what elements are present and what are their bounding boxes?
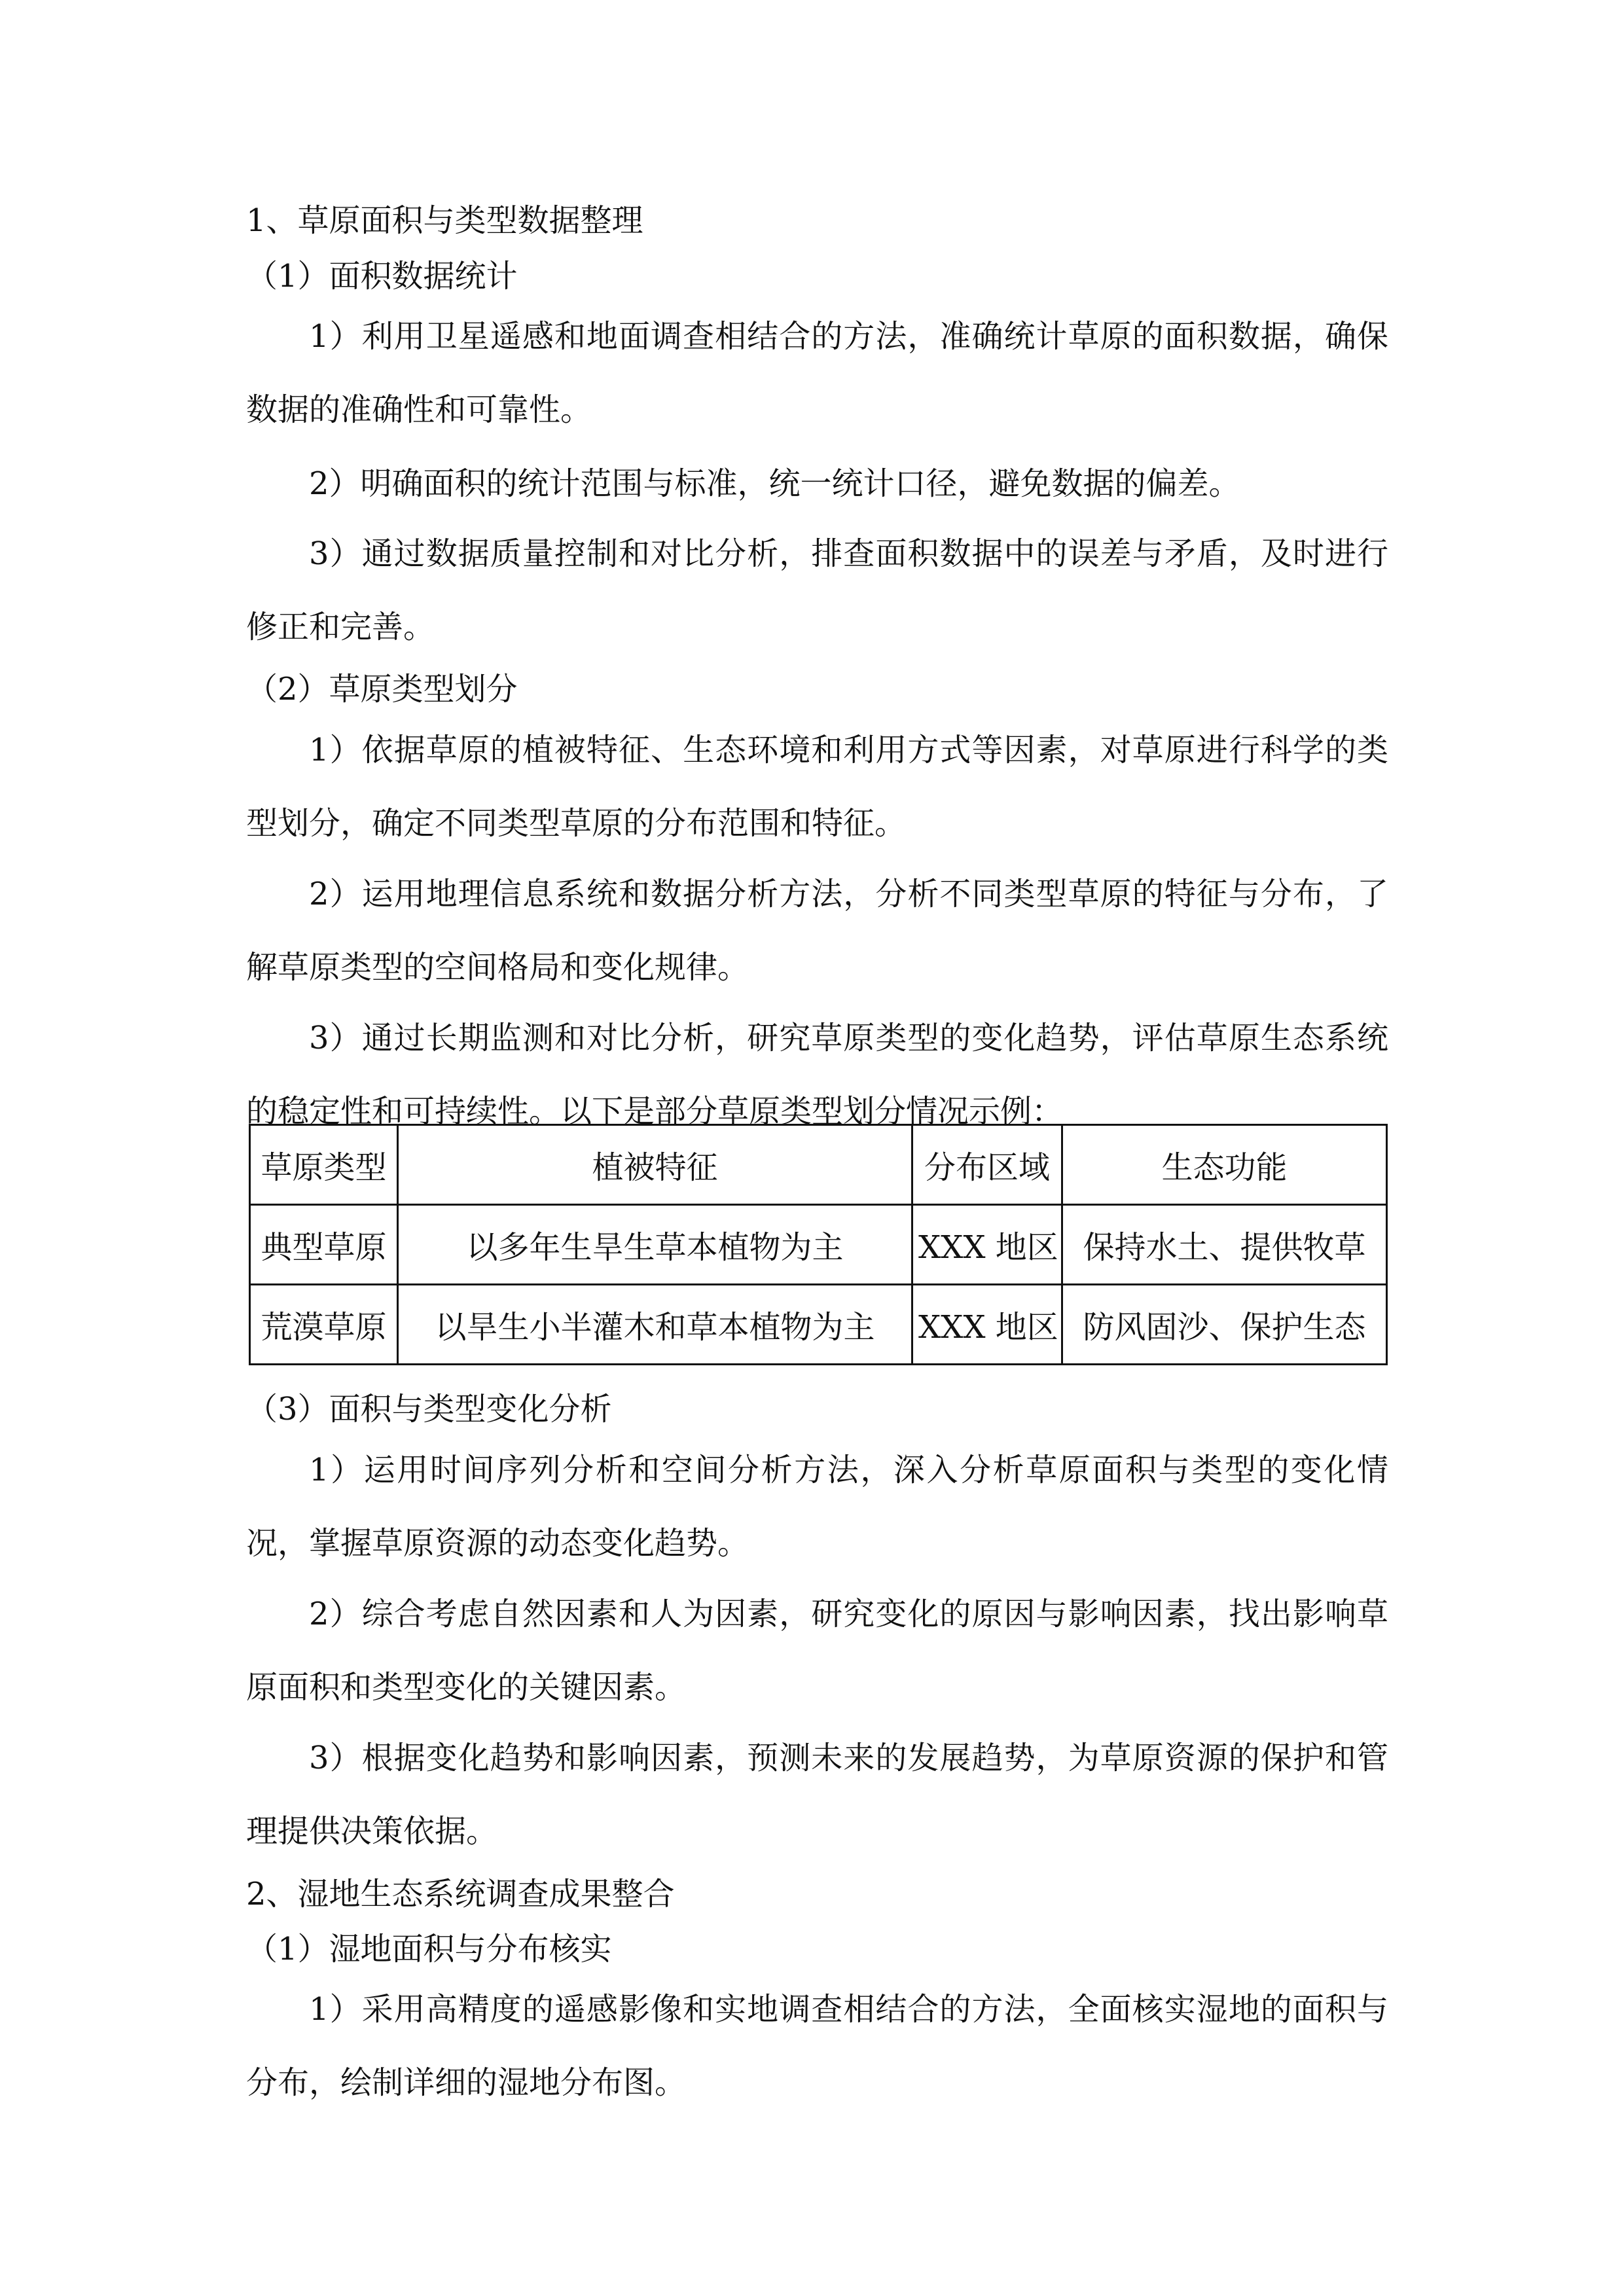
paragraph-1-3-2: 2）综合考虑自然因素和人为因素，研究变化的原因与影响因素，找出影响草原面积和类型变化的关键因素。 xyxy=(246,1596,1388,1706)
subsection-1-2-heading: （2）草原类型划分 xyxy=(246,671,518,708)
table-cell: 防风固沙、保护生态 xyxy=(1062,1285,1387,1365)
section-1-heading: 1、草原面积与类型数据整理 xyxy=(246,202,643,239)
paragraph-2-1-1: 1）采用高精度的遥感影像和实地调查相结合的方法，全面核实湿地的面积与分布，绘制详细的湿地分布图。 xyxy=(246,1991,1388,2101)
table-header-row xyxy=(250,1125,1387,1205)
paragraph-1-1-3: 3）通过数据质量控制和对比分析，排查面积数据中的误差与矛盾，及时进行修正和完善。 xyxy=(246,535,1388,645)
subsection-2-1-heading: （1）湿地面积与分布核实 xyxy=(246,1931,612,1967)
table-cell: 以多年生旱生草本植物为主 xyxy=(398,1205,912,1285)
table-cell: XXX 地区 xyxy=(912,1285,1062,1365)
paragraph-1-1-2: 2）明确面积的统计范围与标准，统一统计口径，避免数据的偏差。 xyxy=(309,465,1240,502)
table-cell: 荒漠草原 xyxy=(250,1285,398,1365)
subsection-1-3-heading: （3）面积与类型变化分析 xyxy=(246,1391,612,1427)
subsection-1-1-heading: （1）面积数据统计 xyxy=(246,258,518,295)
paragraph-1-3-1: 1）运用时间序列分析和空间分析方法，深入分析草原面积与类型的变化情况，掌握草原资源的动态变化趋势。 xyxy=(246,1452,1388,1562)
table-header-cell: 分布区域 xyxy=(912,1125,1062,1205)
table-header-cell: 植被特征 xyxy=(398,1125,912,1205)
table-cell: 典型草原 xyxy=(250,1205,398,1285)
paragraph-1-2-3: 3）通过长期监测和对比分析，研究草原类型的变化趋势，评估草原生态系统的稳定性和可持续性。以下是部分草原类型划分情况示例： xyxy=(246,1020,1388,1130)
table-cell: 以旱生小半灌木和草本植物为主 xyxy=(398,1285,912,1365)
table-row xyxy=(250,1205,1387,1285)
table-cell: XXX 地区 xyxy=(912,1205,1062,1285)
table-header-cell: 生态功能 xyxy=(1062,1125,1387,1205)
paragraph-1-3-3: 3）根据变化趋势和影响因素，预测未来的发展趋势，为草原资源的保护和管理提供决策依据。 xyxy=(246,1740,1388,1850)
paragraph-1-1-1: 1）利用卫星遥感和地面调查相结合的方法，准确统计草原的面积数据，确保数据的准确性和可靠性。 xyxy=(246,318,1388,428)
table-row xyxy=(250,1285,1387,1365)
paragraph-1-2-2: 2）运用地理信息系统和数据分析方法，分析不同类型草原的特征与分布，了解草原类型的空间格局和变化规律。 xyxy=(246,876,1388,986)
paragraph-1-2-1: 1）依据草原的植被特征、生态环境和利用方式等因素，对草原进行科学的类型划分，确定不同类型草原的分布范围和特征。 xyxy=(246,732,1388,842)
section-2-heading: 2、湿地生态系统调查成果整合 xyxy=(246,1876,675,1912)
table-header-cell: 草原类型 xyxy=(250,1125,398,1205)
grassland-types-table xyxy=(249,1124,1388,1365)
table-cell: 保持水土、提供牧草 xyxy=(1062,1205,1387,1285)
